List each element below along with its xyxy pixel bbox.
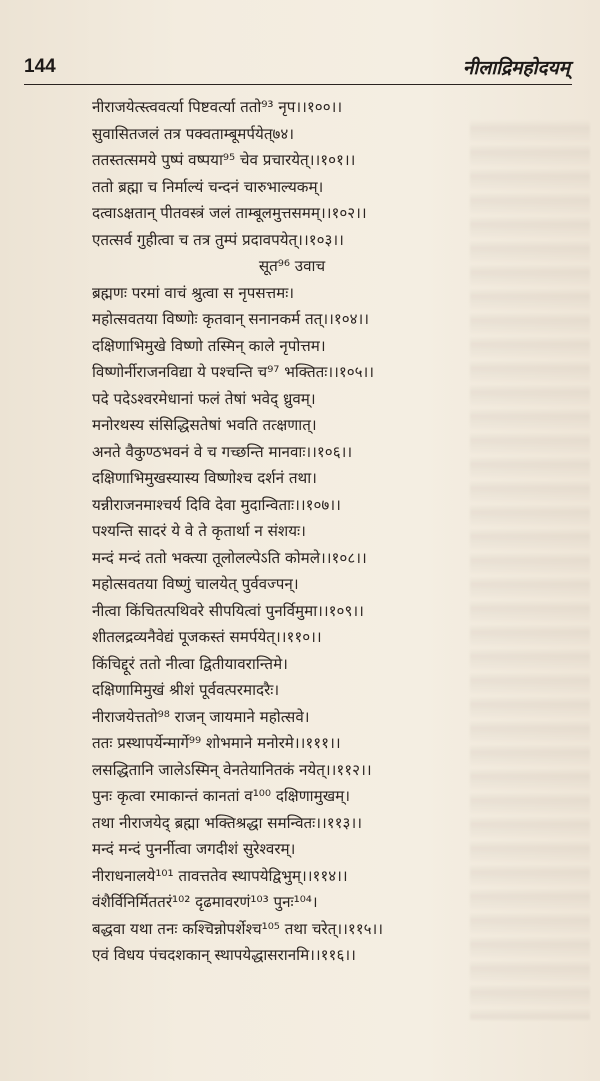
verse-line: मनोरथस्य संसिद्धिसतेषां भवति तत्क्षणात्। — [92, 416, 317, 434]
verse-line: विष्णोर्नीराजनविद्या ये पश्चन्ति च⁹⁷ भक्तितः।।१०५।। — [92, 363, 375, 381]
verse-line: नीराजयेत्ततो⁹⁸ राजन् जायमाने महोत्सवे। — [92, 707, 310, 726]
verse-line: बद्धवा यथा तनः कश्चिन्नोपर्शेश्च¹⁰⁵ तथा चरेत्।।११५।। — [92, 919, 384, 938]
verse-line: ब्रह्मणः परमां वाचं श्रुत्वा स नृपसत्तमः। — [92, 283, 295, 302]
verse-line: एतत्सर्व गुहीत्वा च तत्र तुम्पं प्रदावपयेत्।।१०३।। — [92, 230, 344, 249]
verse-line: तथा नीराजयेद् ब्रह्मा भक्तिश्रद्धा समन्वितः।।११३।। — [92, 813, 362, 832]
verse-line: पदे पदेऽश्वरमेधानां फलं तेषां भवेद् ध्रुवम्। — [92, 389, 316, 408]
verse-line: पश्यन्ति सादरं ये वे ते कृतार्था न संशयः। — [92, 522, 306, 540]
verse-line: वंशैर्विनिर्मिततरं¹⁰² दृढमावरणं¹⁰³ पुनः¹⁰⁴। — [92, 893, 318, 911]
verse-line: ततस्तत्समये पुष्पं वष्पया⁹⁵ चेव प्रचारयेत्।।१०१।। — [92, 151, 356, 169]
verse-line — [92, 969, 572, 996]
verse-line: यन्नीराजनमाश्चर्य दिवि देवा मुदान्विताः।।१०७।। — [92, 495, 341, 514]
verse-line: नीराधनालये¹⁰¹ तावत्ततेव स्थापयेद्विभुम्।।११४।। — [92, 866, 348, 885]
verse-line: शीतलद्रव्यनैवेद्यं पूजकस्तं समर्पयेत्।।११०।। — [92, 628, 322, 646]
verse-line: नीत्वा किंचितत्पथिवरे सीपयित्वां पुनर्विमुमा।।१०९।। — [92, 601, 364, 620]
verse-line: दक्षिणाभिमुखस्यास्य विष्णोश्च दर्शनं तथा। — [92, 469, 317, 487]
verse-line: सुवासितजलं तत्र पक्वताम्बूमर्पयेत्७४। — [92, 124, 295, 143]
verse-line: दत्वाऽक्षतान् पीतवस्त्रं जलं ताम्बूलमुत्तसमम्।।१०२।। — [92, 204, 367, 222]
verse-line: लसद्धितानि जालेऽस्मिन् वेनतेयानितकं नयेत्।।११२।। — [92, 760, 372, 779]
verse-line: अनते वैकुण्ठभवनं वे च गच्छन्ति मानवाः।।१०६।। — [92, 442, 353, 461]
verse-line: ततः प्रस्थापर्येन्मार्गे⁹⁹ शोभमाने मनोरमे।।१११।। — [92, 734, 341, 752]
page-number: 144 — [24, 56, 56, 77]
verse-line: दक्षिणाभिमुखे विष्णो तस्मिन् काले नृपोत्तम। — [92, 336, 326, 355]
verse-line: पुनः कृत्वा रमाकान्तं कानतां व¹⁰⁰ दक्षिणामुखम्। — [92, 787, 350, 805]
verse-line: किंचिद्दूरं ततो नीत्वा द्वितीयावरान्तिमे। — [92, 654, 288, 673]
verse-line: ततो ब्रह्मा च निर्माल्यं चन्दनं चारुभाल्यकम्। — [92, 177, 324, 196]
verse-line: नीराजयेत्स्त्ववर्त्या पिष्टवर्त्या ततो⁹³ नृप।।१००।। — [92, 98, 343, 116]
verse-line: दक्षिणामिमुखं श्रीशं पूर्ववत्परमादरैः। — [92, 681, 280, 699]
running-title: नीलाद्रिमहोदयम् — [462, 57, 570, 79]
verse-block — [92, 94, 572, 1022]
verse-line: महोत्सवतया विष्णोः कृतवान् सनानकर्म तत्।।१०४।। — [92, 310, 370, 328]
verse-line: महोत्सवतया विष्णुं चालयेत् पुर्ववज्पन्। — [92, 575, 299, 593]
section-heading: सूत⁹⁶ उवाच — [258, 257, 326, 275]
header-rule — [24, 84, 572, 85]
verse-line: मन्दं मन्दं पुनर्नीत्वा जगदीशं सुरेश्वरम्। — [92, 840, 296, 858]
verse-line: एवं विधय पंचदशकान् स्थापयेद्धासरानमि।।११६।। — [92, 946, 356, 964]
verse-line — [92, 995, 572, 1022]
verse-line: मन्दं मन्दं ततो भक्त्या तूलोलल्पेऽति कोमले।।१०८।। — [92, 548, 367, 567]
